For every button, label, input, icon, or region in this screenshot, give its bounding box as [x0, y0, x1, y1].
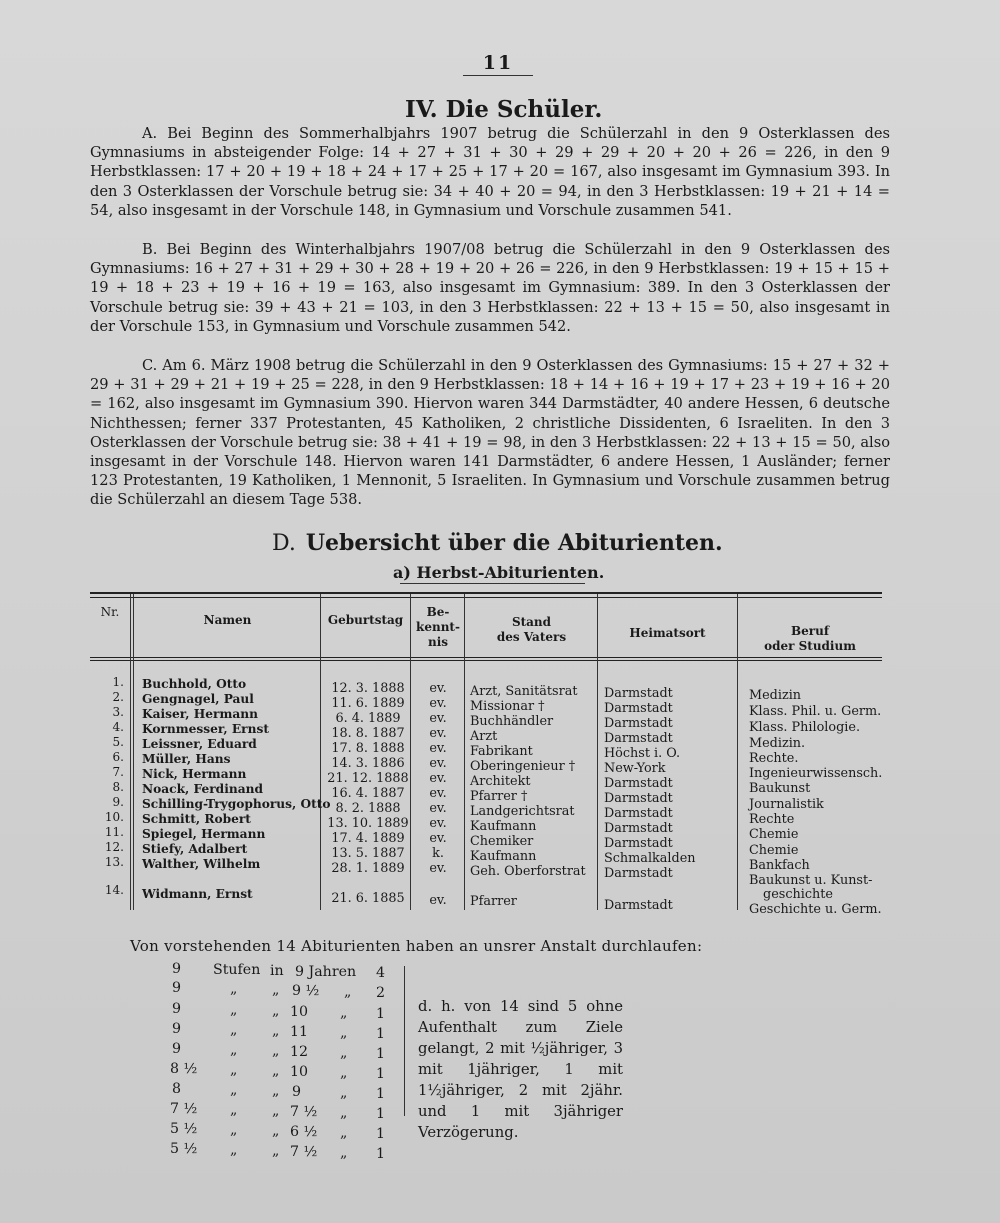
row-geburtstag: 13. 5. 1887	[331, 846, 405, 861]
stufen-ditto: „	[272, 1043, 280, 1059]
row-nr: 1.	[112, 675, 124, 689]
header-nr: Nr.	[100, 605, 120, 619]
stufen-ditto: „	[272, 1003, 280, 1019]
header-beruf-line: oder Studium	[764, 639, 856, 653]
row-nr: 12.	[104, 840, 124, 854]
paragraph-a-text: A. Bei Beginn des Sommerhalbjahrs 1907 betrug die Schülerzahl in den 9 Osterklassen des Gymnasiums in absteigender Folge: 14 + 27 + 31 + 30 + 29 + 29 + 20 + 20 + 26 = 226, in den 9 Herbstklassen: 17 + 20 + 19 + 18 + 24 + 17 + 25 + 17 + 20 = 167, also insgesamt im Gymnasium 393. In den 3 Osterklassen der Vorschule betrug sie: 34 + 40 + 20 = 94, in den 3 Herbstklassen: 19 + 21 + 14 = 54, also insgesamt in der Vorschule 148, in Gymnasium und Vorschule zusammen 541.	[90, 125, 890, 219]
row-nr: 6.	[112, 750, 124, 764]
stufen-ditto: „	[272, 1103, 280, 1119]
stufen-count: 9	[172, 1041, 182, 1057]
row-geburtstag: 6. 4. 1889	[335, 711, 401, 726]
row-bekenntnis: ev.	[429, 831, 447, 846]
header-geburtstag: Geburtstag	[327, 613, 404, 627]
row-geburtstag: 16. 4. 1887	[331, 786, 405, 801]
row-heimat: Schmalkalden	[604, 851, 696, 866]
header-stand	[466, 615, 597, 645]
row-bekenntnis: ev.	[429, 711, 447, 726]
abiturienten-heading-prefix: D.	[272, 531, 296, 556]
row-stand: Pfarrer †	[470, 789, 528, 804]
row-name: Spiegel, Hermann	[142, 827, 266, 841]
row-geburtstag: 12. 3. 1888	[331, 681, 405, 696]
row-geburtstag: 28. 1. 1889	[331, 861, 405, 876]
row-geburtstag: 21. 6. 1885	[331, 891, 405, 906]
row-beruf: Klass. Philologie.	[749, 720, 861, 735]
row-stand: Fabrikant	[470, 744, 533, 759]
row-name: Gengnagel, Paul	[142, 692, 254, 706]
table-top-rule	[90, 592, 882, 594]
row-stand: Pfarrer	[470, 894, 517, 909]
stufen-years: 6 ½	[290, 1124, 318, 1140]
stufen-students: 1	[376, 1126, 386, 1142]
header-bekenntnis-line: kennt-	[416, 620, 460, 634]
row-name: Walther, Wilhelm	[142, 857, 261, 871]
row-nr: 3.	[112, 705, 124, 719]
stufen-ditto: „	[340, 1045, 348, 1061]
stufen-years: 12	[290, 1044, 309, 1060]
stufen-ditto: „	[230, 1062, 238, 1078]
row-heimat: Darmstadt	[604, 821, 673, 836]
stufen-ditto: „	[230, 1102, 238, 1118]
stufen-years: 10	[290, 1064, 309, 1080]
abiturienten-heading-title: Uebersicht über die Abiturienten.	[305, 530, 723, 556]
row-name: Stiefy, Adalbert	[142, 842, 248, 856]
row-bekenntnis: ev.	[429, 816, 447, 831]
stufen-ditto: „	[344, 984, 352, 1000]
stufen-count: 8 ½	[170, 1061, 198, 1077]
row-heimat: Darmstadt	[604, 898, 673, 913]
note-bracket	[404, 966, 405, 1116]
row-stand: Landgerichtsrat	[470, 804, 575, 819]
row-bekenntnis: ev.	[429, 771, 447, 786]
row-geburtstag: 13. 10. 1889	[327, 816, 409, 831]
col-divider	[464, 594, 465, 910]
row-heimat: Darmstadt	[604, 791, 673, 806]
table-header-rule-2	[90, 660, 882, 661]
row-heimat: Darmstadt	[604, 866, 673, 881]
stufen-students: 1	[376, 1146, 386, 1162]
row-name: Schilling-Trygophorus, Otto	[142, 797, 331, 811]
paragraph-b-text: B. Bei Beginn des Winterhalbjahrs 1907/08 betrug die Schülerzahl in den 9 Osterklassen des Gymnasiums: 16 + 27 + 31 + 29 + 30 + 28 + 19 + 20 + 26 = 226, in den 9 Herbstklassen: 19 + 15 + 15 + 19 + 18 + 23 + 19 + 16 + 19 = 163, also insgesamt im Gymnasium: 389. In den 3 Osterklassen der Vorschule betrug sie: 39 + 43 + 21 = 103, in den 3 Herbstklassen: 22 + 13 + 15 = 50, also insgesamt in der Vorschule 153, in Gymnasium und Vorschule zusammen 542.	[90, 241, 890, 335]
col-divider	[133, 594, 134, 910]
row-geburtstag: 21. 12. 1888	[327, 771, 409, 786]
stufen-ditto: „	[230, 1142, 238, 1158]
row-name: Buchhold, Otto	[142, 677, 247, 691]
stufen-ditto: „	[230, 1122, 238, 1138]
stufen-students: 1	[376, 1106, 386, 1122]
stufen-ditto: „	[230, 1042, 238, 1058]
row-name: Schmitt, Robert	[142, 812, 251, 826]
stufen-ditto: „	[340, 1145, 348, 1161]
stufen-count: 9	[172, 1001, 182, 1017]
table-header-rule	[90, 657, 882, 658]
row-heimat: Darmstadt	[604, 731, 673, 746]
row-nr: 5.	[112, 735, 124, 749]
row-geburtstag: 18. 8. 1887	[331, 726, 405, 741]
row-name: Nick, Hermann	[142, 767, 247, 781]
stufen-count: 9	[172, 961, 182, 977]
header-bekenntnis-line: nis	[427, 635, 449, 649]
stufen-ditto: „	[340, 1105, 348, 1121]
row-beruf: Medizin	[749, 688, 802, 703]
row-nr: 13.	[104, 855, 124, 869]
header-heimatsort: Heimatsort	[629, 626, 706, 640]
row-beruf: Baukunst u. Kunst-	[749, 873, 873, 888]
row-bekenntnis: ev.	[429, 726, 447, 741]
header-beruf	[738, 624, 882, 654]
row-bekenntnis: ev.	[429, 681, 447, 696]
row-beruf: Bankfach	[749, 858, 810, 873]
header-namen: Namen	[203, 613, 252, 627]
stufen-ditto: „	[230, 1022, 238, 1038]
row-stand: Oberingenieur †	[470, 759, 576, 774]
col-divider	[597, 594, 598, 910]
row-stand: Architekt	[470, 774, 531, 789]
row-heimat: Höchst i. O.	[604, 746, 681, 761]
stufen-count: 5 ½	[170, 1141, 198, 1157]
stufen-count: 9	[172, 1021, 182, 1037]
summary-line: Von vorstehenden 14 Abiturienten haben an unsrer Anstalt durchlaufen:	[130, 937, 703, 955]
row-heimat: Darmstadt	[604, 701, 673, 716]
row-nr: 9.	[112, 795, 124, 809]
summary-note: d. h. von 14 sind 5 ohne Aufenthalt zum Ziele gelangt, 2 mit ½jähriger, 3 mit 1jähriger, 1 mit 1½jähriger, 2 mit 2jähr. und 1 mit 3jähriger Verzögerung.	[418, 998, 623, 1141]
stufen-years: 11	[290, 1024, 309, 1040]
page-number: 11	[482, 52, 514, 74]
row-beruf: Medizin.	[749, 736, 806, 751]
stufen-years: 7 ½	[290, 1104, 318, 1120]
stufen-ditto: „	[340, 1125, 348, 1141]
row-bekenntnis: ev.	[429, 801, 447, 816]
row-nr: 2.	[112, 690, 124, 704]
row-geburtstag: 17. 8. 1888	[331, 741, 405, 756]
row-bekenntnis: ev.	[429, 786, 447, 801]
row-name: Leissner, Eduard	[142, 737, 257, 751]
row-nr: 11.	[104, 825, 124, 839]
subheading-underline	[400, 583, 585, 584]
row-name: Widmann, Ernst	[142, 887, 253, 901]
stufen-ditto: „	[230, 1082, 238, 1098]
stufen-label: Stufen	[213, 962, 261, 978]
stufen-years: 9	[292, 1084, 302, 1100]
row-heimat: Darmstadt	[604, 686, 673, 701]
header-stand-line: des Vaters	[496, 630, 567, 644]
stufen-ditto: „	[230, 981, 238, 997]
row-name: Noack, Ferdinand	[142, 782, 263, 796]
header-bekenntnis-line: Be-	[426, 605, 450, 619]
row-geburtstag: 14. 3. 1886	[331, 756, 405, 771]
row-heimat: Darmstadt	[604, 776, 673, 791]
row-bekenntnis: ev.	[429, 741, 447, 756]
row-geburtstag: 17. 4. 1889	[331, 831, 405, 846]
stufen-ditto: „	[272, 982, 280, 998]
row-bekenntnis: ev.	[429, 893, 447, 908]
row-bekenntnis: ev.	[429, 696, 447, 711]
stufen-students: 1	[376, 1066, 386, 1082]
stufen-students: 1	[376, 1026, 386, 1042]
row-bekenntnis: ev.	[429, 861, 447, 876]
stufen-years: 10	[290, 1004, 309, 1020]
stufen-count: 9	[172, 980, 182, 996]
paragraph-b	[90, 240, 890, 336]
abiturienten-heading	[272, 530, 723, 556]
row-name: Müller, Hans	[142, 752, 231, 766]
header-stand-line: Stand	[511, 615, 552, 629]
header-beruf-line: Beruf	[791, 624, 829, 638]
row-stand: Arzt	[470, 729, 498, 744]
col-divider	[130, 594, 131, 910]
row-beruf: Rechte.	[749, 751, 799, 766]
stufen-years: 9 Jahren	[295, 964, 357, 980]
row-beruf: Chemie	[749, 827, 799, 842]
stufen-years: 7 ½	[290, 1144, 318, 1160]
row-nr: 8.	[112, 780, 124, 794]
row-nr: 14.	[104, 883, 124, 897]
stufen-in: in	[270, 963, 284, 979]
stufen-count: 7 ½	[170, 1101, 198, 1117]
row-bekenntnis: k.	[432, 846, 444, 861]
stufen-students: 2	[376, 985, 386, 1001]
row-nr: 4.	[112, 720, 124, 734]
row-stand: Chemiker	[470, 834, 534, 849]
row-beruf: Baukunst	[749, 781, 811, 796]
section-heading: IV. Die Schüler.	[405, 96, 603, 123]
stufen-years: 9 ½	[292, 983, 320, 999]
stufen-ditto: „	[272, 1083, 280, 1099]
header-bekenntnis	[412, 605, 464, 650]
stufen-students: 1	[376, 1046, 386, 1062]
row-stand: Kaufmann	[470, 849, 537, 864]
row-beruf: Chemie	[749, 843, 799, 858]
row-heimat: Darmstadt	[604, 836, 673, 851]
stufen-ditto: „	[230, 1002, 238, 1018]
row-heimat: Darmstadt	[604, 806, 673, 821]
stufen-count: 8	[172, 1081, 182, 1097]
row-stand: Arzt, Sanitätsrat	[470, 684, 578, 699]
row-bekenntnis: ev.	[429, 756, 447, 771]
row-name: Kaiser, Hermann	[142, 707, 258, 721]
stufen-ditto: „	[272, 1123, 280, 1139]
row-beruf: Ingenieurwissensch.	[749, 766, 883, 781]
row-geburtstag: 8. 2. 1888	[335, 801, 401, 816]
stufen-ditto: „	[340, 1085, 348, 1101]
row-beruf: Rechte	[749, 812, 795, 827]
stufen-ditto: „	[272, 1023, 280, 1039]
table-top-rule-2	[90, 597, 882, 598]
stufen-count: 5 ½	[170, 1121, 198, 1137]
row-beruf-continuation: geschichte	[763, 887, 833, 902]
paragraph-c	[90, 356, 890, 510]
row-beruf: Geschichte u. Germ.	[749, 902, 882, 917]
page-number-rule	[463, 75, 533, 76]
col-divider	[320, 594, 321, 910]
stufen-ditto: „	[272, 1143, 280, 1159]
stufen-ditto: „	[272, 1063, 280, 1079]
row-heimat: Darmstadt	[604, 716, 673, 731]
stufen-students: 1	[376, 1006, 386, 1022]
row-heimat: New-York	[604, 761, 666, 776]
paragraph-a	[90, 124, 890, 220]
row-nr: 10.	[104, 810, 124, 824]
stufen-students: 4	[376, 965, 386, 981]
row-beruf: Klass. Phil. u. Germ.	[749, 704, 882, 719]
row-stand: Geh. Oberforstrat	[470, 864, 586, 879]
row-name: Kornmesser, Ernst	[142, 722, 269, 736]
stufen-ditto: „	[340, 1065, 348, 1081]
row-beruf: Journalistik	[749, 797, 824, 812]
stufen-ditto: „	[340, 1005, 348, 1021]
row-stand: Kaufmann	[470, 819, 537, 834]
row-stand: Buchhändler	[470, 714, 554, 729]
paragraph-c-text: C. Am 6. März 1908 betrug die Schülerzahl in den 9 Osterklassen des Gymnasiums: 15 + 27 + 32 + 29 + 31 + 29 + 21 + 19 + 25 = 228, in den 9 Herbstklassen: 18 + 14 + 16 + 19 + 17 + 23 + 19 + 16 + 20 = 162, also insgesamt im Gymnasium 390. Hiervon waren 344 Darmstädter, 40 andere Hessen, 6 deutsche Nichthessen; ferner 337 Protestanten, 45 Katholiken, 2 christliche Dissidenten, 6 Israeliten. In den 3 Osterklassen der Vorschule betrug sie: 38 + 41 + 19 = 98, in den 3 Herbstklassen: 22 + 13 + 15 = 50, also insgesamt in der Vorschule 148. Hiervon waren 141 Darmstädter, 6 andere Hessen, 1 Ausländer; ferner 123 Protestanten, 19 Katholiken, 1 Mennonit, 5 Israeliten. In Gymnasium und Vorschule zusammen betrug die Schülerzahl an diesem Tage 538.	[90, 357, 890, 509]
herbst-subheading: a) Herbst-Abiturienten.	[393, 563, 605, 582]
stufen-students: 1	[376, 1086, 386, 1102]
row-stand: Missionar †	[470, 699, 545, 714]
stufen-ditto: „	[340, 1025, 348, 1041]
row-geburtstag: 11. 6. 1889	[331, 696, 405, 711]
row-nr: 7.	[112, 765, 124, 779]
